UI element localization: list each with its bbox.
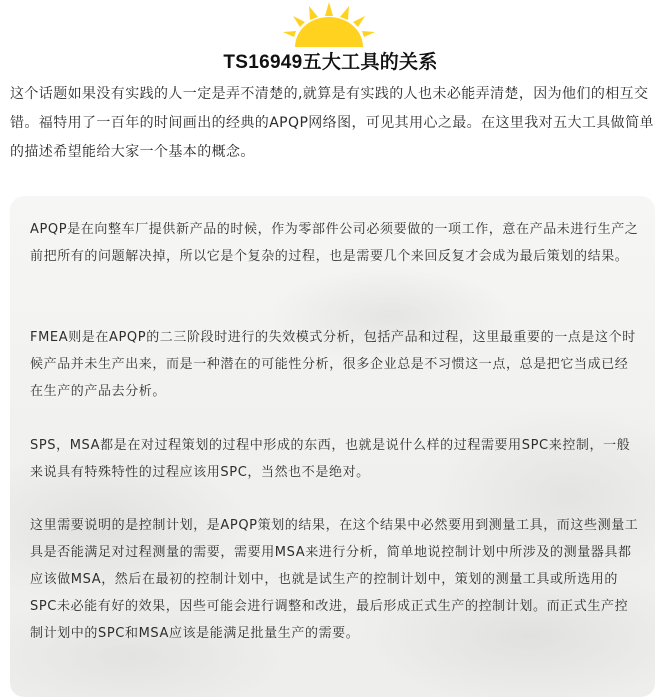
apqp-paragraph: APQP是在向整车厂提供新产品的时候，作为零部件公司必须要做的一项工作，意在产品未进行生产之前把所有的问题解决掉，所以它是个复杂的过程，也是需要几个来回反复才会成为最后策划的结果。: [30, 222, 639, 264]
sps-msa-paragraph: SPS，MSA都是在对过程策划的过程中形成的东西，也就是说什么样的过程需要用SPC来控制，一般来说具有特殊特性的过程应该用SPC，当然也不是绝对。: [30, 438, 631, 480]
intro-paragraph: 这个话题如果没有实践的人一定是弄不清楚的,就算是有实践的人也未必能弄清楚，因为他们的相互交错。福特用了一百年的时间画出的经典的APQP网络图，可见其用心之最。在这里我对五大工具做简单的描述希望能给大家一个基本的概念。: [10, 86, 654, 160]
content-card: [10, 196, 655, 697]
sun-icon: [279, 0, 379, 50]
control-plan-paragraph: 这里需要说明的是控制计划，是APQP策划的结果，在这个结果中必然要用到测量工具，而这些测量工具是否能满足对过程测量的需要，需要用MSA来进行分析，简单地说控制计划中所涉及的测量器具都应该做MSA，然后在最初的控制计划中，也就是试生产的控制计划中，策划的测量工具或所选用的SPC未必能有好的效果，因些可能会进行调整和改进，最后形成正式生产的控制计划。而正式生产控制计划中的SPC和MSA应该是能满足批量生产的需要。: [30, 518, 639, 641]
fmea-paragraph: FMEA则是在APQP的二三阶段时进行的失效模式分析，包括产品和过程，这里最重要的一点是这个时候产品并未生产出来，而是一种潜在的可能性分析，很多企业总是不习惯这一点，总是把它当成已经在生产的产品去分析。: [30, 330, 636, 399]
page-title: TS16949五大工具的关系: [223, 52, 438, 73]
